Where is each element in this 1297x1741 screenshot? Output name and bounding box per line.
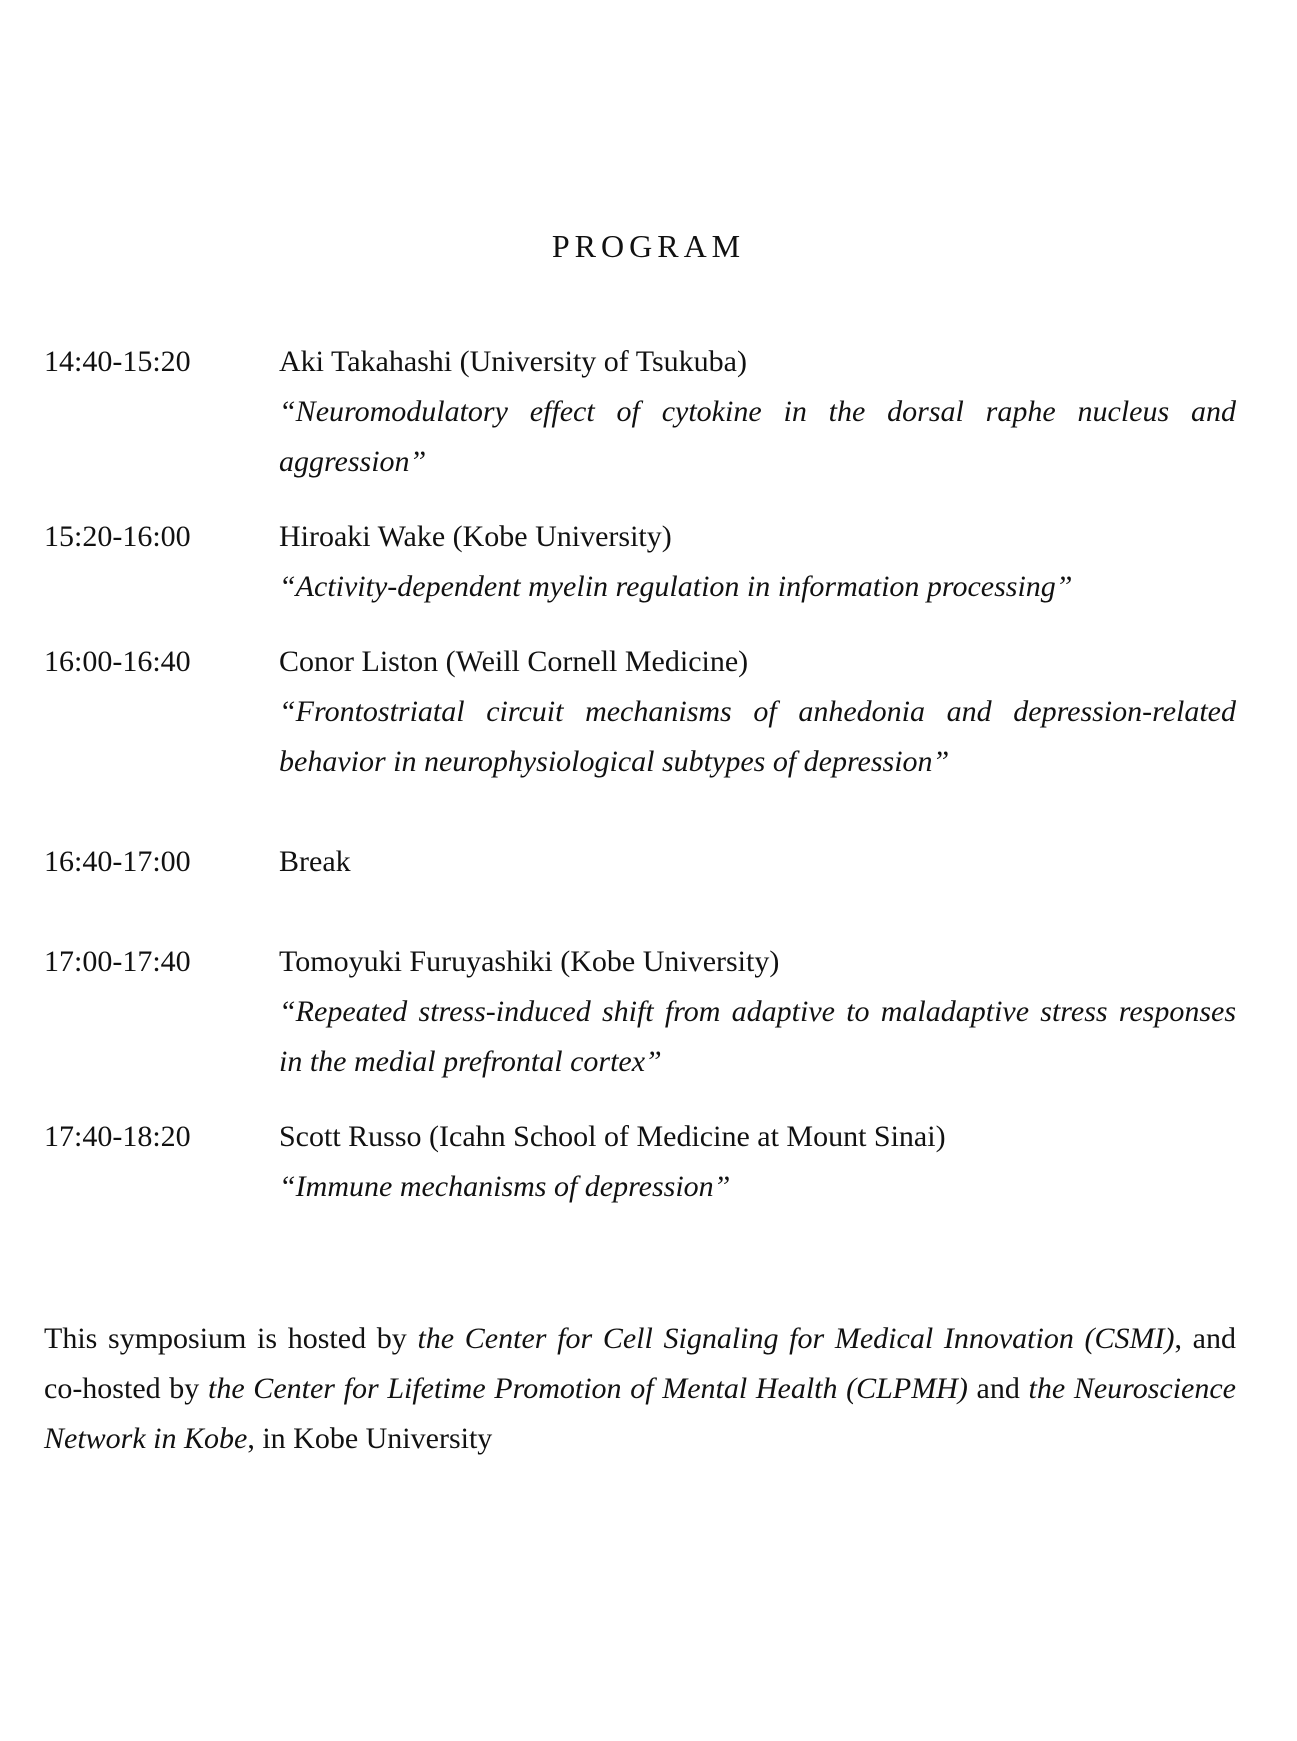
speaker-name: Scott Russo (Icahn School of Medicine at Mount Sinai) (279, 1120, 946, 1153)
session-time: 17:40-18:20 (44, 1120, 191, 1153)
session-time: 15:20-16:00 (44, 520, 191, 553)
session-time: 17:00-17:40 (44, 945, 191, 978)
hosting-note-text: This symposium is hosted by (44, 1322, 418, 1355)
session-time: 16:00-16:40 (44, 645, 191, 678)
break-label: Break (279, 845, 351, 878)
session-details (279, 837, 1236, 887)
hosting-note-text: and (967, 1372, 1029, 1405)
session-details (279, 337, 1236, 487)
session-details (279, 637, 1236, 787)
session-time: 14:40-15:20 (44, 345, 191, 378)
hosting-note-text: , in Kobe University (247, 1422, 493, 1455)
hosting-note-text: , and co-hosted by (44, 1322, 1236, 1405)
cohost-organization: the Neuroscience Network in Kobe (44, 1372, 1236, 1455)
talk-title: “Immune mechanisms of depression” (279, 1170, 731, 1203)
speaker-name: Conor Liston (Weill Cornell Medicine) (279, 645, 749, 678)
talk-title: “Frontostriatal circuit mechanisms of anhedonia and depression-related behavior in neurophysiological subtypes of depression” (279, 695, 1236, 778)
session-details (279, 512, 1236, 612)
session-details (279, 1112, 1236, 1212)
session-details (279, 937, 1236, 1087)
talk-title: “Activity-dependent myelin regulation in information processing” (279, 570, 1073, 603)
talk-title: “Neuromodulatory effect of cytokine in the dorsal raphe nucleus and aggression” (279, 395, 1236, 478)
host-organization: the Center for Cell Signaling for Medical Innovation (CSMI) (417, 1322, 1175, 1355)
hosting-note (44, 1314, 1236, 1464)
cohost-organization: the Center for Lifetime Promotion of Mental Health (CLPMH) (207, 1372, 968, 1405)
speaker-name: Hiroaki Wake (Kobe University) (279, 520, 672, 553)
talk-title: “Repeated stress-induced shift from adaptive to maladaptive stress responses in the medial prefrontal cortex” (279, 995, 1236, 1078)
speaker-name: Aki Takahashi (University of Tsukuba) (279, 345, 747, 378)
speaker-name: Tomoyuki Furuyashiki (Kobe University) (279, 945, 780, 978)
page-title: PROGRAM (551, 228, 746, 264)
session-time: 16:40-17:00 (44, 845, 191, 878)
